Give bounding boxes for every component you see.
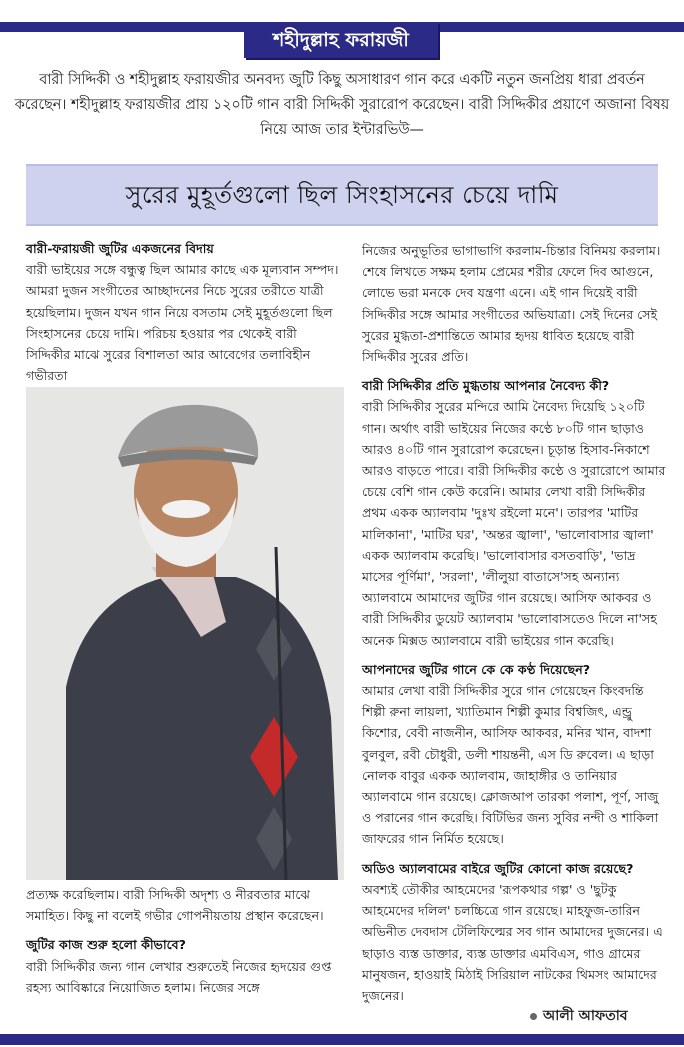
column-left-top [26,238,344,386]
question-1: বারী-ফরায়জী জুটির একজনের বিদায় [26,241,214,256]
answer-1: বারী ভাইয়ের সঙ্গে বন্ধুত্ব ছিল আমার কাছে এক মূল্যবান সম্পদ। আমরা দুজন সংগীতের আচ্ছাদনের নিচে সুরের তরীতে যাত্রী হয়েছিলাম। দুজন যখন গান নিয়ে বসতাম সেই মুহূর্তগুলো ছিল সিংহাসনের চেয়ে দামি। পরিচয় হওয়ার পর থেকেই বারী সিদ্দিকীর মাঝে সুরের বিশালতা আর আবেগের তলাবিহীন গভীরতা [26,262,339,384]
column-right [362,240,668,1006]
question-4: আপনাদের জুটির গানে কে কে কণ্ঠ দিয়েছেন? [362,661,591,677]
byline-name: আলী আফতাব [543,1008,628,1024]
portrait-photo [26,387,344,880]
bottom-rule [0,1034,684,1045]
question-5: অডিও অ্যালবামের বাইরে জুটির কোনো কাজ রয়েছে? [362,860,634,876]
intro-paragraph: বারী সিদ্দিকী ও শহীদুল্লাহ ফরায়জীর অনবদ্য জুটি কিছু অসাধারণ গান করে একটি নতুন জনপ্রিয় ধারা প্রবর্তন করেছেন। শহীদুল্লাহ ফরায়জীর প্রায় ১২০টি গান বারী সিদ্দিকী সুরারোপ করেছেন। বারী সিদ্দিকীর প্রয়াণে অজানা বিষয় নিয়ে আজ তার ইন্টারভিউ— [14,72,670,138]
portrait-illustration [26,387,344,880]
author-tab: শহীদুল্লাহ ফরায়জী [244,22,438,58]
answer-3: বারী সিদ্দিকীর সুরের মন্দিরে আমি নৈবেদ্য দিয়েছি ১২০টি গান। অর্থাৎ বারী ভাইয়ের নিজের কণ্ঠে ৮০টি গান ছাড়াও আরও ৪০টি গান সুরারোপ করেছেন। চূড়ান্ত হিসাব-নিকাশে আরও বাড়তে পারে। বারী সিদ্দিকীর কণ্ঠে ও সুরারোপে আমার চেয়ে বেশি গান কেউ করেনি। আমার লেখা বারী সিদ্দিকীর প্রথম একক অ্যালবাম 'দুঃখ রইলো মনে'। তারপর 'মাটির মালিকানা', 'মাটির ঘর', 'অন্তর জ্বালা', 'ভালোবাসার জ্বালা' একক অ্যালবাম করেছি। 'ভালোবাসার বসতবাড়ি', 'ভাদ্র মাসের পূর্ণিমা', 'সরলা', 'লীলুয়া বাতাসে'সহ অন্যান্য অ্যালবামে আমাদের জুটির গান রয়েছে। আসিফ আকবর ও বারী সিদ্দিকীর ডুয়েট অ্যালবাম 'ভালোবাসতেও দিলে না'সহ অনেক মিক্সড অ্যালবামে বারী ভাইয়ের গান করেছি। [362,399,666,648]
answer-2: বারী সিদ্দিকীর জন্য গান লেখার শুরুতেই নিজের হৃদয়ের গুপ্ত রহস্য আবিষ্কারে নিয়োজিত হলাম। নিজের সঙ্গে [26,958,332,995]
answer-1-cont: প্রত্যক্ষ করেছিলাম। বারী সিদ্দিকী অদৃশ্য ও নীরবতার মাঝে সমাহিত। কিছু না বলেই গভীর গোপনীয়তায় প্রস্থান করেছেন। [26,887,324,924]
question-2: জুটির কাজ শুরু হলো কীভাবে? [26,937,186,953]
headline: সুরের মুহূর্তগুলো ছিল সিংহাসনের চেয়ে দামি [125,181,559,209]
bullet-icon [530,1013,537,1020]
answer-2-cont: নিজের অনুভূতির ভাগাভাগি করলাম-চিন্তার বিনিময় করলাম। শেষে লিখতে সক্ষম হলাম প্রেমের শরীর ফেলে দিব আগুনে, লোভে ভরা মনকে দেব যন্ত্রণা এনে। এই গান দিয়েই বারী সিদ্দিকীর সঙ্গে আমার সংগীতের অভিযাত্রা। সেই দিনের সেই সুরের মুগ্ধতা-প্রশান্তিতে আমার হৃদয় ধাবিত হয়েছে বারী সিদ্দিকীর সুরের প্রতি। [362,243,661,365]
question-3: বারী সিদ্দিকীর প্রতি মুগ্ধতায় আপনার নৈবেদ্য কী? [362,378,610,394]
answer-4: আমার লেখা বারী সিদ্দিকীর সুরে গান গেয়েছেন কিংবদন্তি শিল্পী রুনা লায়লা, খ্যাতিমান শিল্পী কুমার বিশ্বজিৎ, এন্ড্রু কিশোর, বেবী নাজনীন, আসিফ আকবর, মনির খান, বাদশা বুলবুল, রবী চৌধুরী, ডলী শায়ন্তনী, এস ডি রুবেল। এ ছাড়া নোলক বাবুর একক অ্যালবাম, জাহাঙ্গীর ও তানিয়ার অ্যালবামে গান রয়েছে। ক্লোজআপ তারকা পলাশ, পূর্ণ, সাজু ও পরানের গান করেছি। বিটিভির জন্য সুবির নন্দী ও শাকিলা জাফরের গান নির্মিত হয়েছে। [362,683,659,847]
column-left-bottom [26,884,344,998]
byline [530,1004,628,1028]
answer-5: অবশ্যই তৌকীর আহমেদের 'রূপকথার গল্প' ও 'ছুটকু আহমেদের দলিল' চলচ্চিত্রে গান রয়েছে। মাহফুজ-তারিন অভিনীত দেবদাস টেলিফিল্মের সব গান আমাদের দুজনের। এ ছাড়াও ব্যস্ত ডাক্তার, ব্যস্ত ডাক্তার এমবিএস, গাও গ্রামের মানুষজন, হাওয়াই মিঠাই সিরিয়াল নাটকের থিমসং আমাদের দুজনের। [362,881,663,1003]
headline-box [26,164,658,226]
